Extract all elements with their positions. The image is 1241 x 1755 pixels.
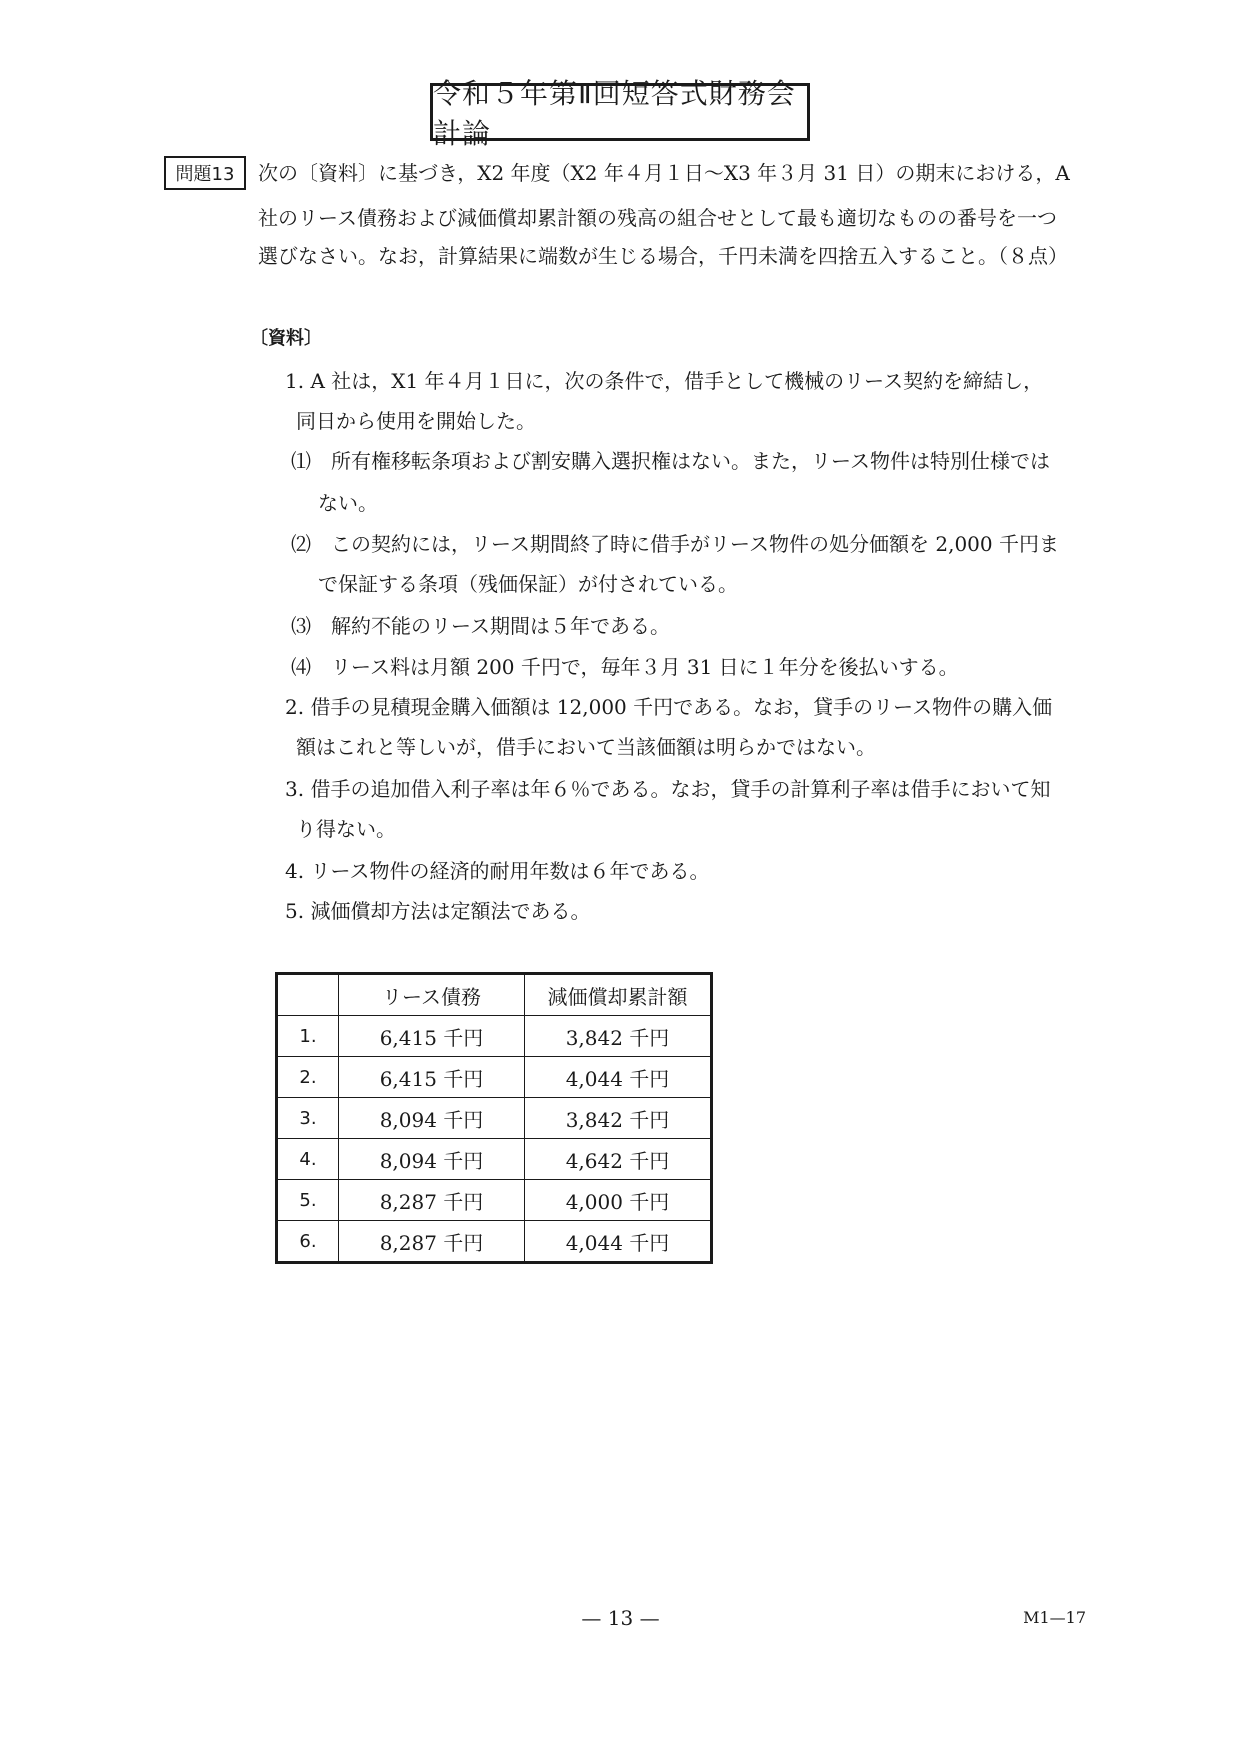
materials-item-2-cont: 額はこれと等しいが，借手において当該価額は明らかではない。 — [296, 735, 876, 759]
option-number: 1. — [277, 1016, 339, 1057]
materials-subitem-1-cont: ない。 — [318, 491, 378, 515]
table-row — [277, 1098, 712, 1139]
option-lease-liability: 8,287 千円 — [339, 1221, 525, 1263]
table-header-row — [277, 974, 712, 1016]
option-accumulated-depreciation: 4,000 千円 — [525, 1180, 712, 1221]
option-number: 2. — [277, 1057, 339, 1098]
option-lease-liability: 6,415 千円 — [339, 1016, 525, 1057]
question-text-line-2: 社のリース債務および減価償却累計額の残高の組合せとして最も適切なものの番号を一つ — [258, 206, 1057, 230]
option-lease-liability: 6,415 千円 — [339, 1057, 525, 1098]
materials-item-1: 1. A 社は，X1 年４月１日に，次の条件で，借手として機械のリース契約を締結し， — [285, 369, 1044, 393]
option-accumulated-depreciation: 3,842 千円 — [525, 1098, 712, 1139]
option-number: 5. — [277, 1180, 339, 1221]
materials-item-4: 4. リース物件の経済的耐用年数は６年である。 — [285, 859, 710, 883]
option-lease-liability: 8,287 千円 — [339, 1180, 525, 1221]
table-row — [277, 1016, 712, 1057]
materials-item-3: 3. 借手の追加借入利子率は年６％である。なお，貸手の計算利子率は借手において知 — [285, 777, 1051, 801]
option-accumulated-depreciation: 4,044 千円 — [525, 1057, 712, 1098]
materials-item-5: 5. 減価償却方法は定額法である。 — [285, 899, 591, 923]
materials-heading: 〔資料〕 — [250, 328, 322, 349]
table-header-lease-liability: リース債務 — [339, 974, 525, 1016]
page-number: — 13 — — [581, 1606, 660, 1630]
option-number: 6. — [277, 1221, 339, 1263]
materials-subitem-2-cont: で保証する条項（残価保証）が付されている。 — [318, 572, 738, 596]
materials-item-2: 2. 借手の見積現金購入価額は 12,000 千円である。なお，貸手のリース物件の購入価 — [285, 695, 1053, 719]
materials-subitem-3: ⑶ 解約不能のリース期間は５年である。 — [291, 614, 670, 638]
page-title: 令和５年第Ⅱ回短答式財務会計論 — [430, 83, 810, 141]
option-lease-liability: 8,094 千円 — [339, 1098, 525, 1139]
table-row — [277, 1180, 712, 1221]
materials-subitem-4: ⑷ リース料は月額 200 千円で，毎年３月 31 日に１年分を後払いする。 — [291, 655, 959, 679]
option-number: 3. — [277, 1098, 339, 1139]
question-number-label: 問題13 — [164, 156, 246, 190]
option-lease-liability: 8,094 千円 — [339, 1139, 525, 1180]
question-text-line-3: 選びなさい。なお，計算結果に端数が生じる場合，千円未満を四捨五入すること。（８点） — [258, 244, 1068, 268]
table-row — [277, 1221, 712, 1263]
table-header-accumulated-depreciation: 減価償却累計額 — [525, 974, 712, 1016]
table-row — [277, 1139, 712, 1180]
option-accumulated-depreciation: 4,642 千円 — [525, 1139, 712, 1180]
answer-options-table — [275, 972, 713, 1264]
question-text-line-1: 次の〔資料〕に基づき，X2 年度（X2 年４月１日～X3 年３月 31 日）の期末における，A — [258, 161, 1070, 185]
option-number: 4. — [277, 1139, 339, 1180]
materials-item-3-cont: り得ない。 — [296, 817, 396, 841]
materials-item-1-cont: 同日から使用を開始した。 — [296, 409, 536, 433]
document-code: M1—17 — [1023, 1608, 1086, 1627]
option-accumulated-depreciation: 4,044 千円 — [525, 1221, 712, 1263]
option-accumulated-depreciation: 3,842 千円 — [525, 1016, 712, 1057]
materials-subitem-1: ⑴ 所有権移転条項および割安購入選択権はない。また，リース物件は特別仕様では — [291, 449, 1050, 473]
table-header-number — [277, 974, 339, 1016]
table-row — [277, 1057, 712, 1098]
materials-subitem-2: ⑵ この契約には，リース期間終了時に借手がリース物件の処分価額を 2,000 千円ま — [291, 532, 1059, 556]
